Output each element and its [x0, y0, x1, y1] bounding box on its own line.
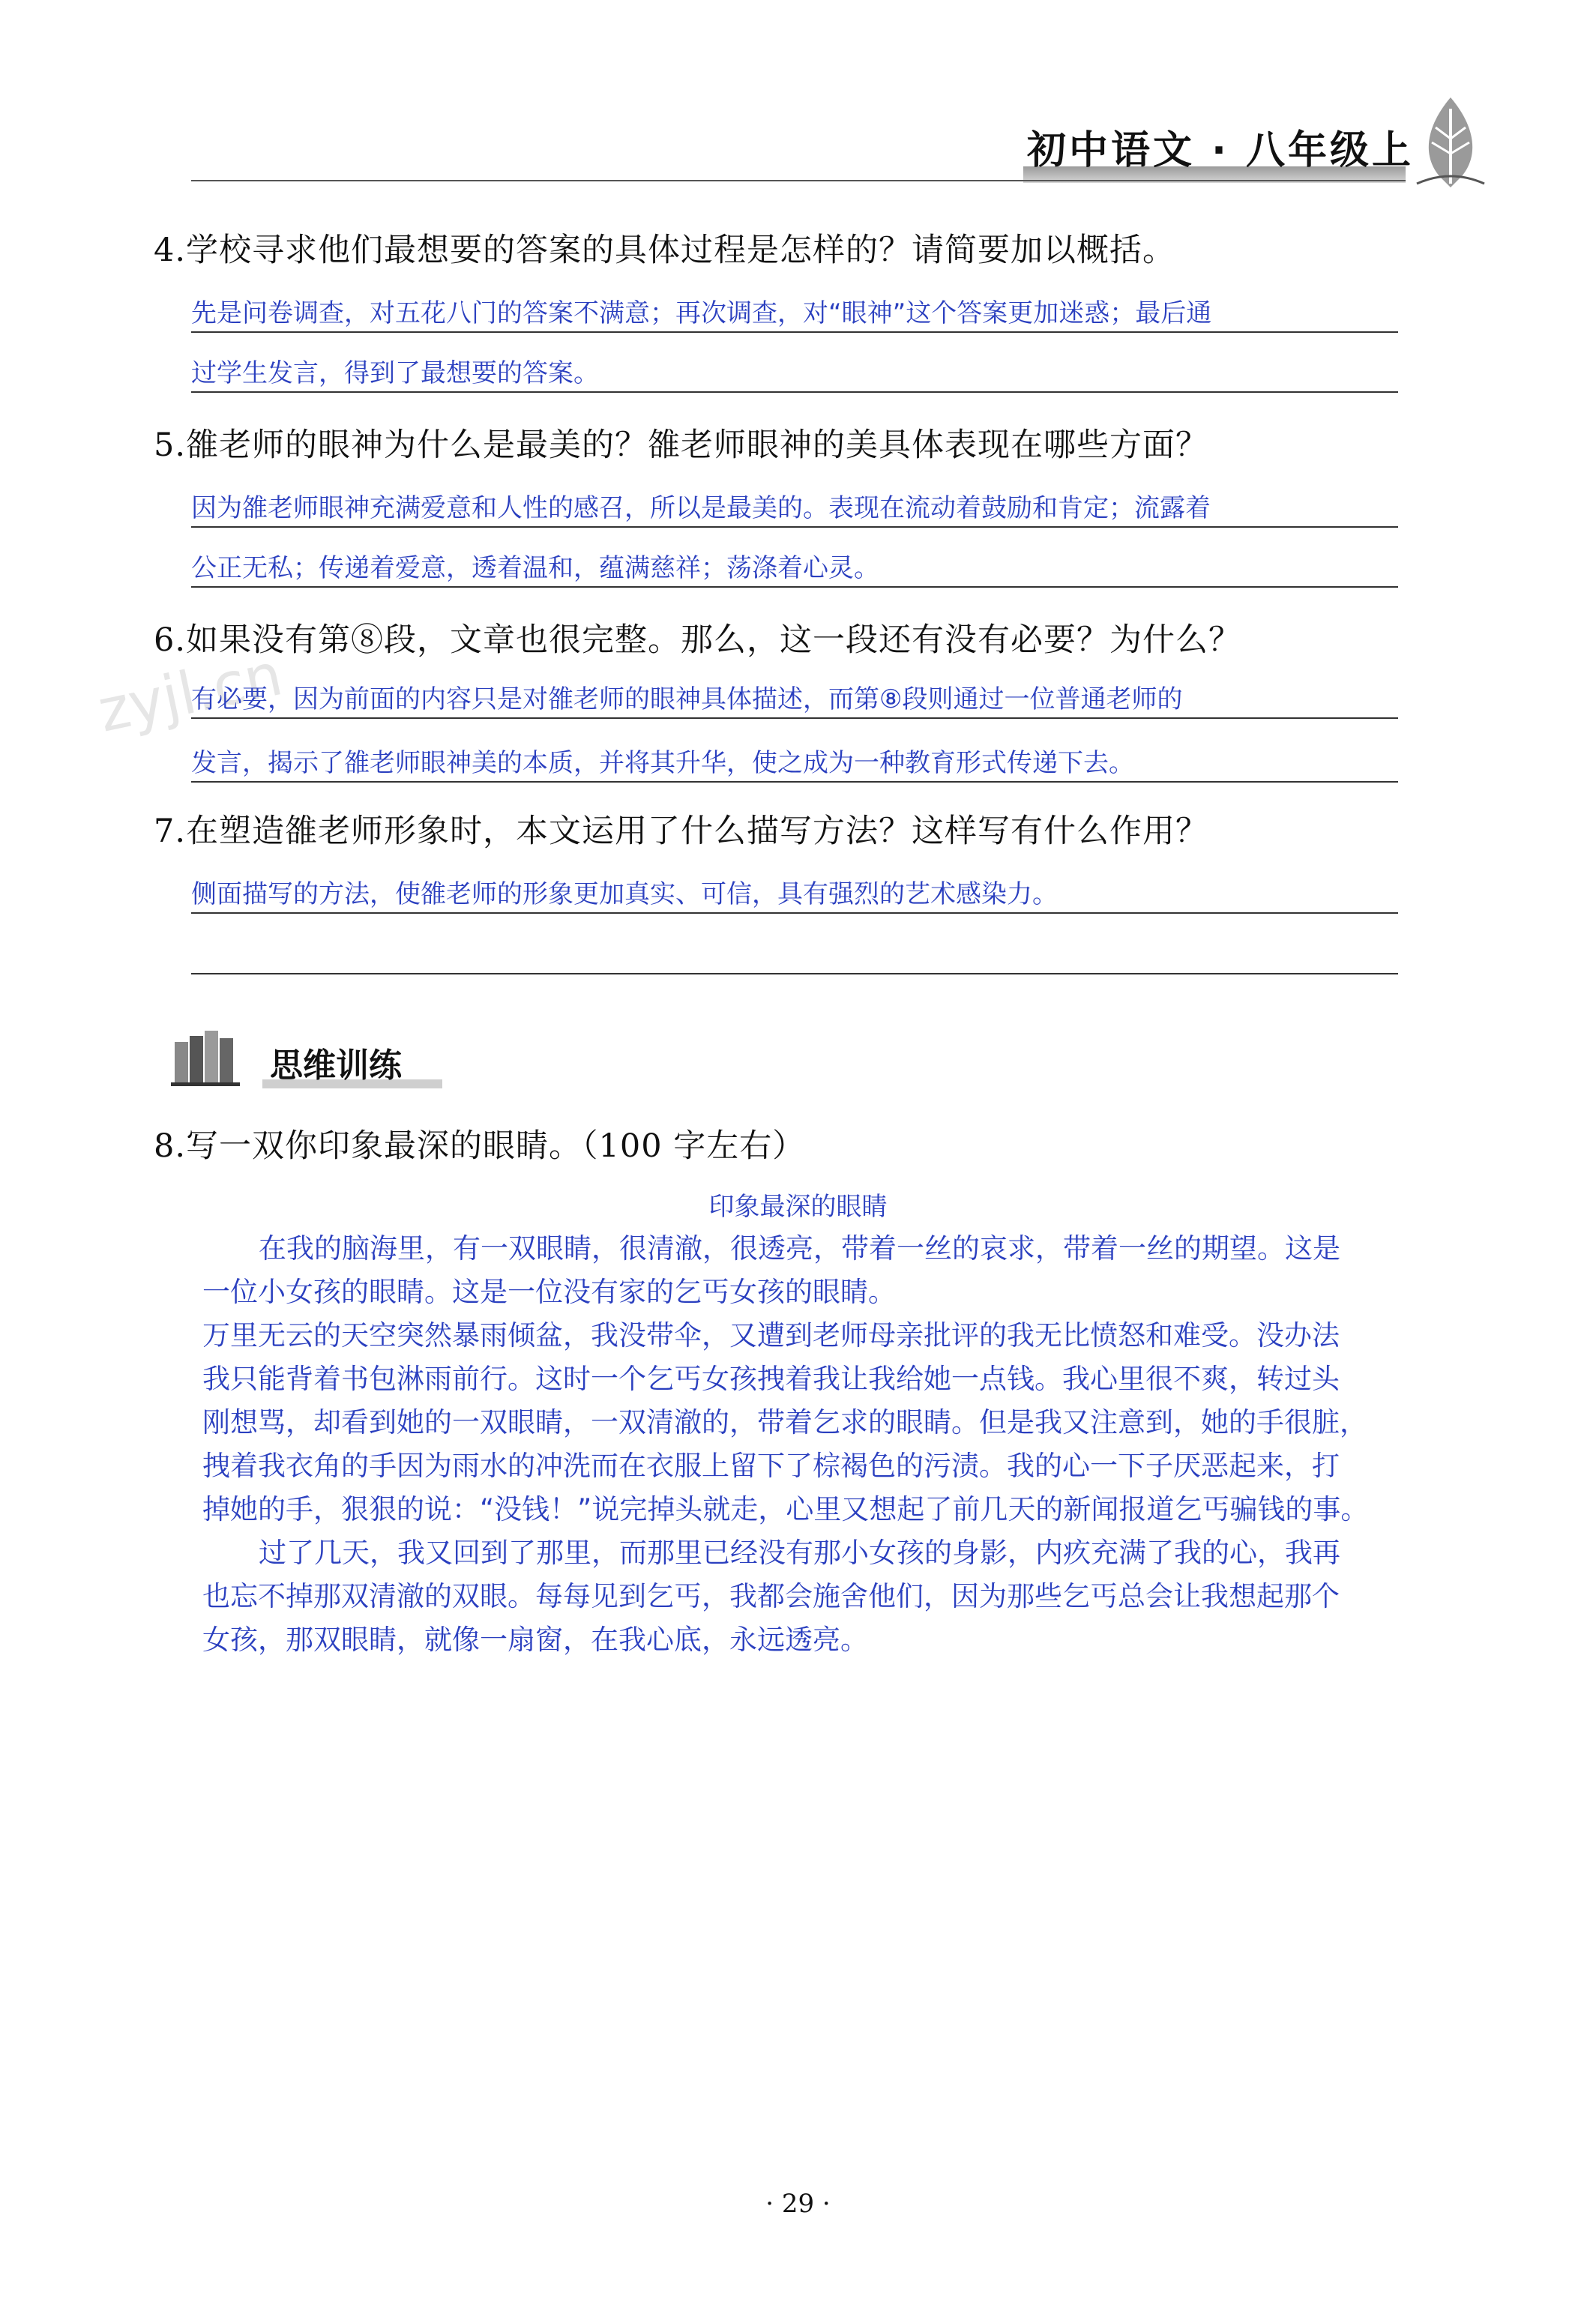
- page-number: · 29 ·: [765, 2189, 831, 2219]
- books-icon: [171, 1027, 242, 1087]
- watermark: zyjl.cn: [92, 641, 289, 746]
- essay-line: 刚想骂，却看到她的一双眼睛，一双清澈的，带着乞求的眼睛。但是我又注意到，她的手很脏，: [202, 1406, 1367, 1438]
- question-7: 7.在塑造雒老师形象时，本文运用了什么描写方法？这样写有什么作用？: [154, 813, 1209, 850]
- essay-line: 万里无云的天空突然暴雨倾盆，我没带伞，又遭到老师母亲批评的我无比愤怒和难受。没办法: [202, 1319, 1340, 1352]
- answer-6-line-1: 有必要，因为前面的内容只是对雒老师的眼神具体描述，而第⑧段则通过一位普通老师的: [191, 678, 1398, 719]
- answer-4-line-1: 先是问卷调查，对五花八门的答案不满意；再次调查，对“眼神”这个答案更加迷惑；最后通: [191, 292, 1398, 333]
- header-rule: [191, 180, 1406, 181]
- answer-5-line-2: 公正无私；传递着爱意，透着温和，蕴满慈祥；荡涤着心灵。: [191, 547, 1398, 588]
- answer-7-line-1: 侧面描写的方法，使雒老师的形象更加真实、可信，具有强烈的艺术感染力。: [191, 873, 1398, 914]
- question-8: 8.写一双你印象最深的眼睛。（100 字左右）: [154, 1127, 806, 1165]
- question-6: 6.如果没有第⑧段，文章也很完整。那么，这一段还有没有必要？为什么？: [154, 621, 1242, 659]
- essay-line: 拽着我衣角的手因为雨水的冲洗而在衣服上留下了棕褐色的污渍。我的心一下子厌恶起来，打: [202, 1450, 1340, 1482]
- answer-5-line-1: 因为雒老师眼神充满爱意和人性的感召，所以是最美的。表现在流动着鼓励和肯定；流露着: [191, 487, 1398, 528]
- leaf-logo-icon: [1409, 94, 1492, 191]
- answer-4-line-2: 过学生发言，得到了最想要的答案。: [191, 352, 1398, 393]
- essay-line: 女孩，那双眼睛，就像一扇窗，在我心底，永远透亮。: [202, 1624, 868, 1656]
- essay-line: 过了几天，我又回到了那里，而那里已经没有那小女孩的身影，内疚充满了我的心，我再: [259, 1537, 1340, 1569]
- essay-line: 在我的脑海里，有一双眼睛，很清澈，很透亮，带着一丝的哀求，带着一丝的期望。这是: [259, 1232, 1340, 1265]
- question-5: 5.雒老师的眼神为什么是最美的？雒老师眼神的美具体表现在哪些方面？: [154, 427, 1209, 464]
- answer-7-blank-line: [191, 973, 1398, 974]
- essay-line: 一位小女孩的眼睛。这是一位没有家的乞丐女孩的眼睛。: [202, 1276, 896, 1308]
- essay-line: 掉她的手，狠狠的说：“没钱！”说完掉头就走，心里又想起了前几天的新闻报道乞丐骗钱的事。: [202, 1493, 1369, 1525]
- section-title: 思维训练: [270, 1046, 402, 1085]
- header-title: 初中语文 · 八年级上: [1027, 128, 1414, 173]
- question-4: 4.学校寻求他们最想要的答案的具体过程是怎样的？请简要加以概括。: [154, 232, 1176, 269]
- answer-6-line-2: 发言，揭示了雒老师眼神美的本质，并将其升华，使之成为一种教育形式传递下去。: [191, 742, 1398, 783]
- essay-title: 印象最深的眼睛: [708, 1192, 888, 1222]
- essay-line: 我只能背着书包淋雨前行。这时一个乞丐女孩拽着我让我给她一点钱。我心里很不爽，转过头: [202, 1363, 1340, 1395]
- essay-line: 也忘不掉那双清澈的双眼。每每见到乞丐，我都会施舍他们，因为那些乞丐总会让我想起那个: [202, 1580, 1340, 1612]
